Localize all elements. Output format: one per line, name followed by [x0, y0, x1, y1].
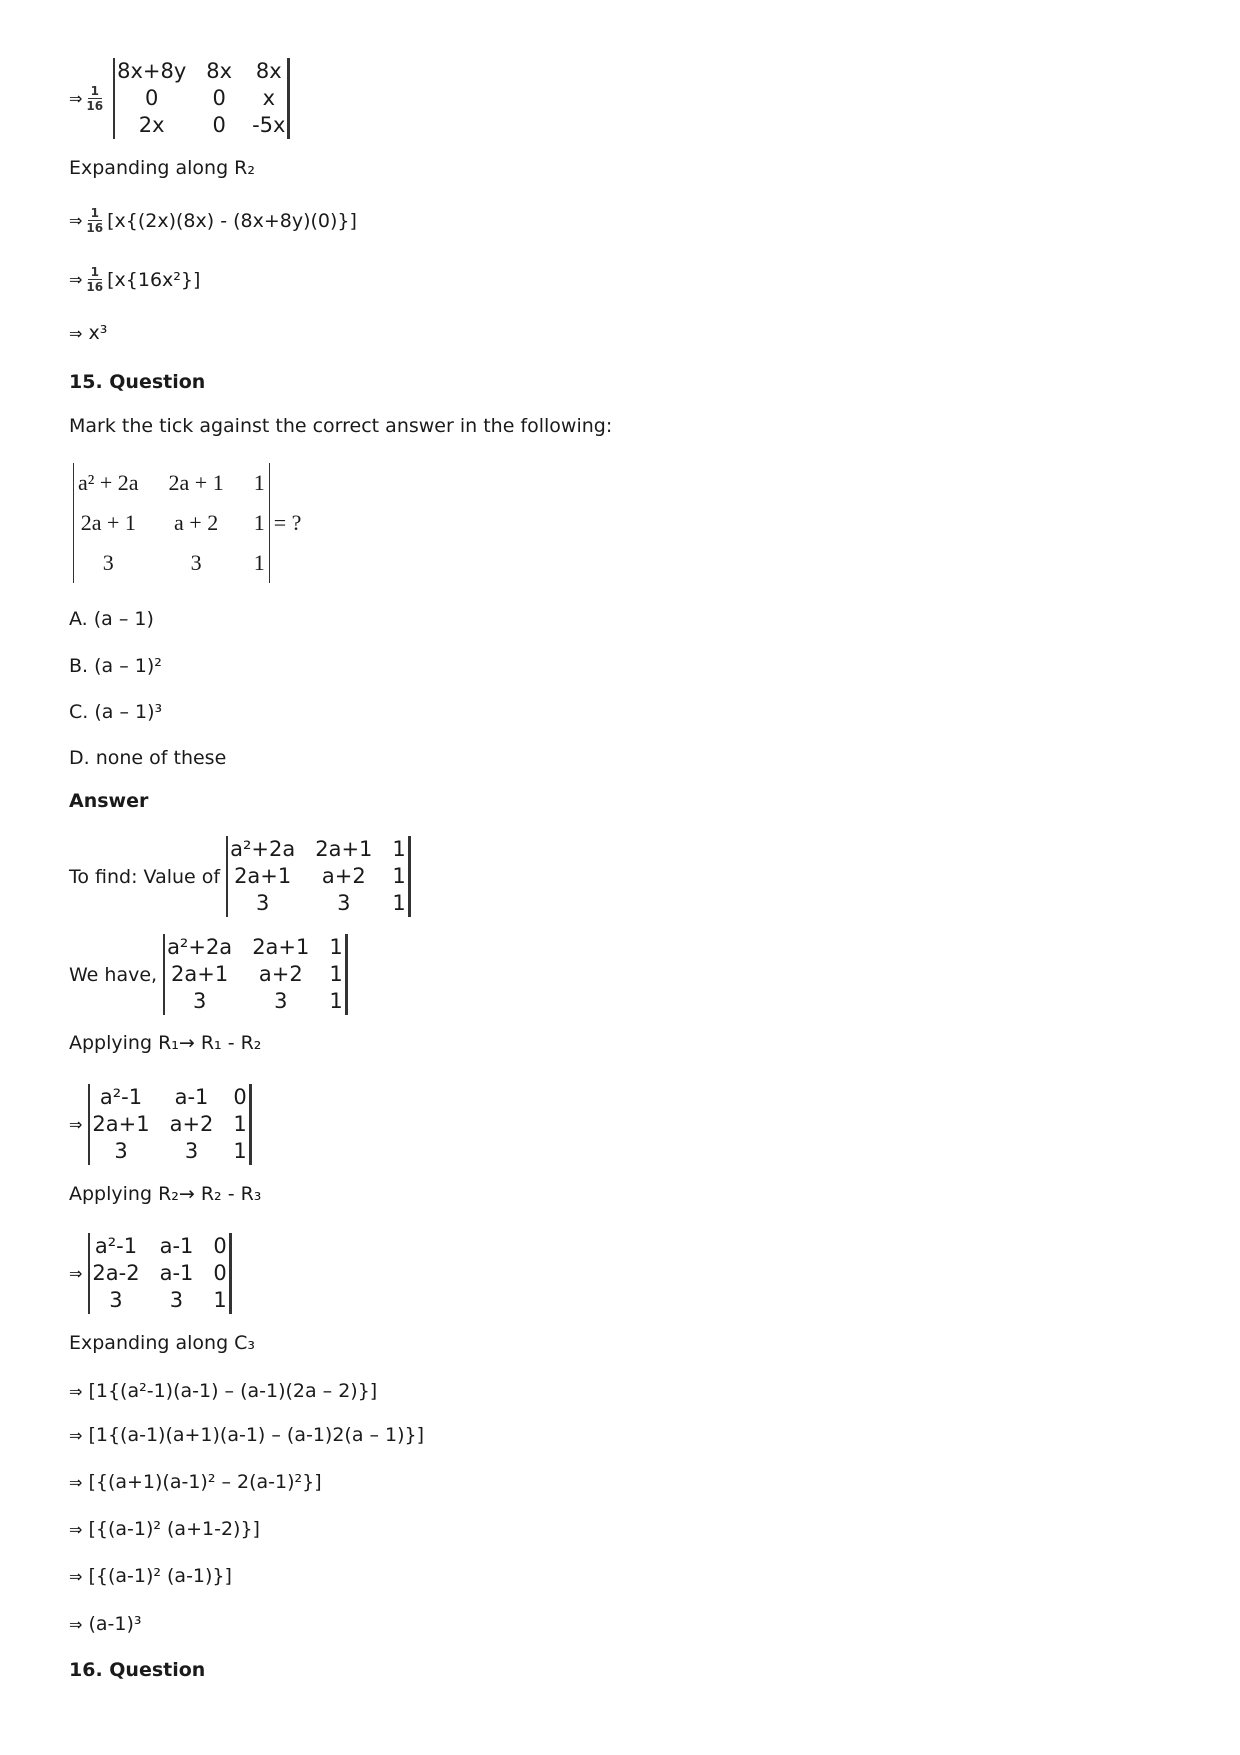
matrix-cell: 1 [329, 989, 343, 1013]
implies-arrow: ⇒ [69, 1566, 83, 1586]
expression: [1{(a²-1)(a-1) – (a-1)(2a – 2)}] [88, 1380, 378, 1402]
to-find [69, 836, 411, 917]
matrix-cell: 3 [109, 1288, 123, 1312]
step-line-a [69, 206, 357, 235]
expanding-c3: Expanding along C₃ [69, 1332, 256, 1354]
matrix-cell: 2a + 1 [168, 470, 224, 495]
matrix-cell: 1 [329, 935, 343, 959]
matrix-cell: a-1 [174, 1085, 209, 1109]
fraction: $\frac{1}{16}$ [86, 83, 104, 113]
matrix-cell: 2a+1 [234, 864, 292, 888]
matrix-cell: a+2 [321, 864, 366, 888]
expression: [x{16x²}] [107, 268, 201, 291]
question-15-heading: 15. Question [69, 371, 206, 393]
matrix-cell: 3 [255, 891, 270, 915]
matrix-cell: a+2 [169, 1112, 214, 1136]
matrix-cell: a + 2 [174, 510, 219, 535]
matrix-cell: a²-1 [94, 1234, 138, 1258]
matrix [88, 1233, 231, 1314]
implies-arrow: ⇒ [69, 1472, 83, 1492]
question-15-prompt: Mark the tick against the correct answer in the following: [69, 415, 613, 437]
matrix [88, 1084, 251, 1165]
expression: [{(a-1)² (a+1-2)}] [88, 1518, 260, 1540]
we-have [69, 934, 348, 1015]
matrix-cell: x [262, 85, 275, 110]
matrix-cell: 3 [190, 550, 202, 575]
matrix-cell: 3 [169, 1288, 184, 1312]
matrix-cell: 1 [253, 510, 265, 535]
matrix [163, 934, 348, 1015]
step-line-b [69, 265, 200, 294]
matrix-cell: 8x [255, 58, 282, 83]
step1-determinant [69, 60, 290, 136]
expression: x³ [88, 322, 108, 344]
matrix-cell: 0 [233, 1085, 247, 1109]
implies-arrow: ⇒ [69, 270, 83, 289]
matrix-cell: 0 [213, 1234, 227, 1258]
matrix-cell: 1 [392, 837, 406, 861]
matrix-cell: 3 [184, 1139, 199, 1163]
matrix-cell: 1 [329, 962, 343, 986]
step-line-c [69, 322, 107, 344]
implies-arrow: ⇒ [69, 211, 83, 230]
step-4 [69, 1565, 232, 1587]
matrix-cell: 1 [233, 1112, 247, 1136]
step-2 [69, 1471, 322, 1493]
matrix-cell: a²-1 [99, 1085, 143, 1109]
matrix-cell: a²+2a [230, 837, 296, 861]
question-15-matrix [69, 463, 301, 583]
matrix-cell: 2a + 1 [80, 510, 136, 535]
implies-arrow: ⇒ [69, 1425, 83, 1445]
implies-arrow: ⇒ [69, 1381, 83, 1401]
matrix [226, 836, 411, 917]
to-find-label: To find: Value of [69, 865, 221, 888]
matrix-cell: 3 [337, 891, 351, 915]
matrix-cell: 1 [253, 470, 265, 495]
option-c: C. (a – 1)³ [69, 701, 163, 723]
question-16-heading: 16. Question [69, 1659, 206, 1681]
option-a: A. (a – 1) [69, 608, 154, 630]
step-0 [69, 1380, 377, 1402]
implies-arrow: ⇒ [69, 88, 83, 108]
matrix-cell: a² + 2a [78, 470, 139, 495]
fraction: $\frac{1}{16}$ [86, 265, 104, 294]
matrix-cell: 1 [392, 891, 406, 915]
matrix-cell: 0 [212, 112, 226, 137]
matrix-cell: -5x [252, 112, 286, 137]
expanding-r2: Expanding along R₂ [69, 157, 255, 179]
step-5 [69, 1613, 141, 1635]
expression: [{(a-1)² (a-1)}] [88, 1565, 232, 1587]
equals-question: = ? [273, 510, 302, 535]
fraction: $\frac{1}{16}$ [86, 206, 104, 235]
matrix-cell: 2a+1 [92, 1112, 150, 1136]
matrix-cell: 1 [233, 1139, 247, 1163]
option-d: D. none of these [69, 747, 227, 769]
matrix [73, 463, 270, 583]
expression: (a-1)³ [88, 1613, 142, 1635]
matrix-cell: 3 [274, 989, 288, 1013]
matrix-cell: 0 [212, 85, 226, 110]
matrix-cell: a-1 [159, 1261, 194, 1285]
step-1 [69, 1424, 424, 1446]
matrix-cell: 0 [145, 85, 159, 110]
matrix [113, 58, 290, 139]
matrix-after-step-2 [69, 1233, 232, 1314]
matrix-cell: a²+2a [167, 935, 233, 959]
implies-arrow: ⇒ [69, 1115, 83, 1134]
matrix-cell: 3 [102, 550, 114, 575]
implies-arrow: ⇒ [69, 1264, 83, 1283]
matrix-cell: 8x [206, 58, 233, 83]
matrix-cell: 0 [213, 1261, 227, 1285]
matrix-cell: a+2 [258, 962, 303, 986]
matrix-cell: 2a+1 [315, 837, 373, 861]
implies-arrow: ⇒ [69, 1519, 83, 1539]
matrix-cell: 8x+8y [117, 58, 187, 83]
matrix-cell: 1 [392, 864, 406, 888]
matrix-cell: 3 [192, 989, 207, 1013]
matrix-after-step-1 [69, 1084, 252, 1165]
expression: [1{(a-1)(a+1)(a-1) – (a-1)2(a – 1)}] [88, 1424, 425, 1446]
applying-step-2: Applying R₂→ R₂ - R₃ [69, 1183, 262, 1205]
we-have-label: We have, [69, 963, 158, 986]
option-b: B. (a – 1)² [69, 655, 162, 677]
matrix-cell: a-1 [159, 1234, 194, 1258]
applying-step-1: Applying R₁→ R₁ - R₂ [69, 1032, 262, 1054]
matrix-cell: 2x [138, 112, 165, 137]
matrix-cell: 2a-2 [92, 1261, 140, 1285]
expression: [x{(2x)(8x) - (8x+8y)(0)}] [107, 209, 357, 232]
matrix-cell: 2a+1 [171, 962, 229, 986]
matrix-cell: 1 [213, 1288, 227, 1312]
implies-arrow: ⇒ [69, 1614, 83, 1634]
matrix-cell: 2a+1 [252, 935, 310, 959]
implies-arrow: ⇒ [69, 323, 83, 343]
step-3 [69, 1518, 260, 1540]
matrix-cell: 3 [114, 1139, 128, 1163]
answer-heading: Answer [69, 790, 149, 812]
matrix-cell: 1 [253, 550, 265, 575]
expression: [{(a+1)(a-1)² – 2(a-1)²}] [88, 1471, 322, 1493]
